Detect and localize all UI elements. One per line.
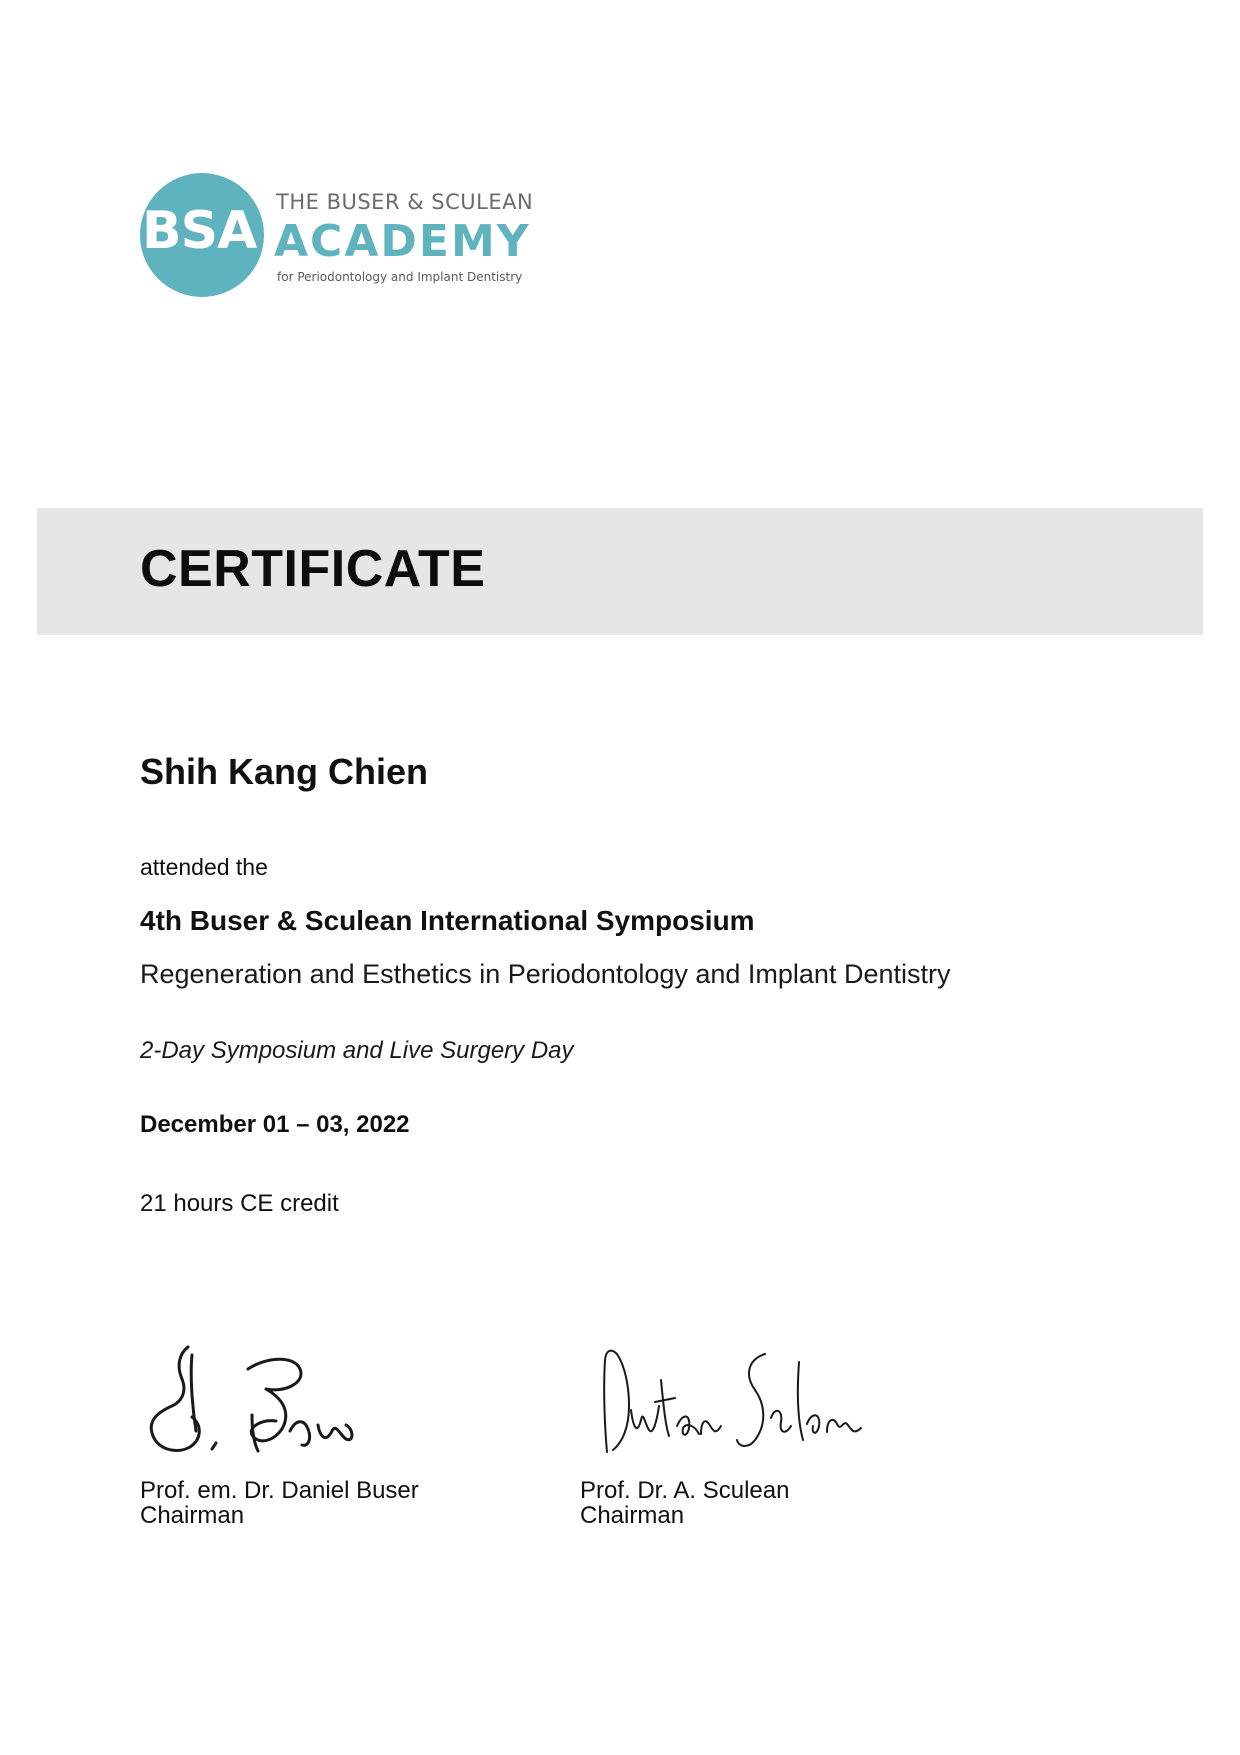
signatory-role: Chairman: [140, 1502, 245, 1529]
signatory-1: [140, 1478, 419, 1528]
event-subtitle: Regeneration and Esthetics in Periodontology and Implant Dentistry: [140, 959, 951, 989]
certificate-banner: [37, 508, 1203, 635]
ce-credit: 21 hours CE credit: [140, 1190, 339, 1217]
signature-buser: [140, 1335, 400, 1465]
logo-line-3: for Periodontology and Implant Dentistry: [277, 270, 523, 284]
logo-line-1: THE BUSER & SCULEAN: [276, 190, 534, 214]
signatory-2: [580, 1478, 789, 1528]
logo-line-2: ACADEMY: [274, 216, 531, 267]
signatory-name: Prof. Dr. A. Sculean: [580, 1477, 790, 1504]
event-format: 2-Day Symposium and Live Surgery Day: [140, 1037, 574, 1064]
academy-logo: [140, 170, 560, 300]
signature-sculean: [595, 1340, 875, 1470]
attended-label: attended the: [140, 854, 268, 880]
event-title: 4th Buser & Sculean International Symposium: [140, 905, 755, 936]
logo-mark: BSA: [142, 201, 257, 261]
event-dates: December 01 – 03, 2022: [140, 1111, 410, 1138]
signatory-role: Chairman: [580, 1502, 685, 1529]
page-title: CERTIFICATE: [140, 540, 486, 598]
signatory-name: Prof. em. Dr. Daniel Buser: [140, 1477, 419, 1504]
recipient-name: Shih Kang Chien: [140, 751, 428, 792]
